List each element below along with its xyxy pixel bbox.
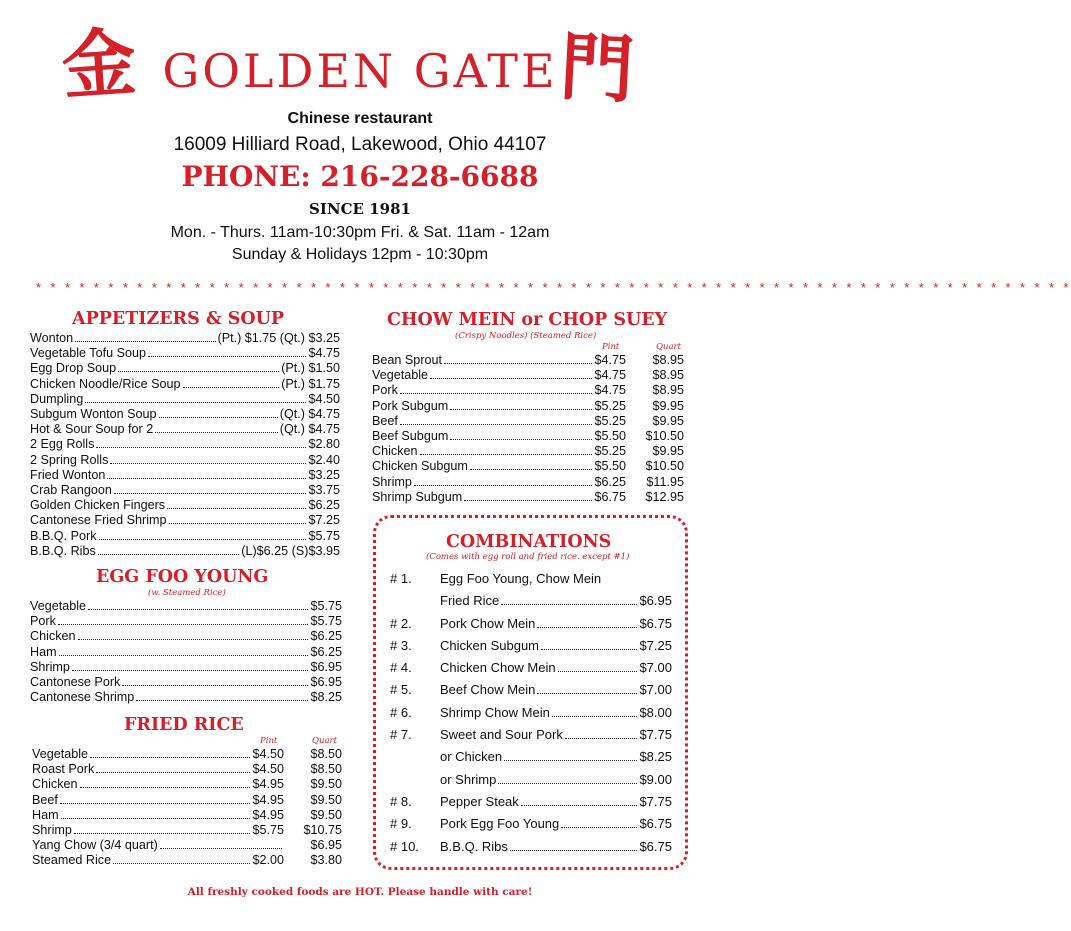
item-price: (Qt.) $4.75 bbox=[279, 422, 340, 437]
appetizer-item bbox=[30, 498, 340, 513]
item-name: Cantonese Pork bbox=[30, 675, 121, 690]
pint-price: $5.25 bbox=[594, 398, 626, 413]
fried-rice-item bbox=[32, 808, 342, 823]
combo-name: Egg Foo Young, Chow Mein bbox=[440, 571, 602, 586]
item-name: Shrimp bbox=[32, 823, 72, 838]
fried-rice-item bbox=[32, 853, 342, 868]
combination-item bbox=[390, 568, 672, 590]
dot-leader bbox=[444, 363, 592, 364]
fried-rice-item bbox=[32, 838, 342, 853]
dot-leader bbox=[122, 685, 308, 686]
chow-mein-quart-header: Quart bbox=[656, 342, 681, 352]
item-name: Bean Sprout bbox=[372, 353, 443, 367]
combo-number: # 10. bbox=[390, 838, 419, 854]
dot-leader bbox=[99, 539, 307, 540]
item-price: $5.75 bbox=[310, 614, 342, 629]
item-name: Dumpling bbox=[30, 391, 84, 406]
item-price: (Qt.) $4.75 bbox=[279, 407, 340, 422]
appetizer-item bbox=[30, 513, 340, 528]
appetizer-item bbox=[30, 544, 340, 559]
dot-leader bbox=[96, 772, 250, 773]
dot-leader bbox=[118, 371, 279, 372]
combinations-list bbox=[390, 568, 672, 858]
fried-rice-item bbox=[32, 823, 342, 838]
appetizer-item bbox=[30, 483, 340, 498]
egg-foo-young-item bbox=[30, 645, 342, 660]
egg-foo-young-heading: EGG FOO YOUNG bbox=[96, 567, 269, 587]
dot-leader bbox=[160, 848, 282, 849]
chow-mein-item bbox=[372, 444, 684, 459]
quart-price: $10.50 bbox=[645, 429, 684, 444]
item-name: Chicken Subgum bbox=[372, 459, 468, 474]
dot-leader bbox=[400, 393, 593, 394]
dot-leader bbox=[430, 378, 592, 379]
quart-price: $8.50 bbox=[310, 762, 342, 777]
chow-mein-item bbox=[372, 353, 684, 368]
dot-leader bbox=[537, 627, 637, 628]
item-price: (Pt.) $1.50 bbox=[281, 361, 340, 376]
item-name: Ham bbox=[32, 807, 59, 822]
item-name: B.B.Q. Ribs bbox=[30, 543, 96, 558]
combo-number: # 8. bbox=[390, 793, 412, 809]
fried-rice-item bbox=[32, 777, 342, 792]
quart-price: $8.95 bbox=[652, 383, 684, 398]
item-price: (Pt.) $1.75 (Qt.) $3.25 bbox=[217, 331, 340, 345]
combo-price: $9.00 bbox=[639, 771, 672, 787]
item-price: $6.25 bbox=[308, 498, 340, 513]
combo-name: Pepper Steak bbox=[440, 793, 519, 809]
chow-mein-item bbox=[372, 490, 684, 505]
combination-item bbox=[390, 746, 672, 768]
combo-name: Shrimp Chow Mein bbox=[440, 704, 550, 720]
quart-price: $9.95 bbox=[652, 413, 684, 428]
dot-leader bbox=[537, 693, 637, 694]
item-price: (Pt.) $1.75 bbox=[281, 376, 340, 391]
combo-price: $7.00 bbox=[639, 682, 672, 698]
item-name: Cantonese Shrimp bbox=[30, 690, 135, 705]
item-price: $2.40 bbox=[308, 452, 340, 467]
item-name: Shrimp bbox=[30, 659, 70, 674]
appetizer-item bbox=[30, 346, 340, 361]
hours-weekday: Mon. - Thurs. 11am-10:30pm Fri. & Sat. 11am - 12am bbox=[170, 224, 550, 241]
combo-price: $7.00 bbox=[639, 660, 672, 676]
dot-leader bbox=[450, 439, 592, 440]
combo-number: # 4. bbox=[390, 660, 412, 676]
dot-leader bbox=[78, 639, 309, 640]
combo-name: Chicken Chow Mein bbox=[440, 660, 556, 676]
item-name: Beef bbox=[372, 413, 398, 428]
dot-leader bbox=[498, 783, 637, 784]
item-price: $5.75 bbox=[310, 599, 342, 613]
restaurant-phone: PHONE: 216-228-6688 bbox=[181, 160, 539, 193]
item-name: Yang Chow (3/4 quart) bbox=[32, 838, 158, 853]
quart-price: $8.95 bbox=[652, 368, 684, 383]
combo-price: $8.00 bbox=[639, 704, 672, 720]
dot-leader bbox=[565, 738, 638, 739]
dot-leader bbox=[113, 863, 250, 864]
item-price: $6.95 bbox=[310, 675, 342, 690]
combo-number: # 1. bbox=[390, 571, 412, 586]
appetizer-item bbox=[30, 392, 340, 407]
quart-price: $3.80 bbox=[310, 853, 342, 868]
appetizer-item bbox=[30, 437, 340, 452]
item-name: Vegetable bbox=[32, 747, 89, 761]
gate-character: 門 bbox=[557, 24, 637, 114]
chow-mein-item bbox=[372, 429, 684, 444]
appetizer-item bbox=[30, 331, 340, 346]
pint-price: $2.00 bbox=[252, 853, 284, 868]
dot-leader bbox=[420, 454, 593, 455]
item-name: Cantonese Fried Shrimp bbox=[30, 513, 167, 528]
item-name: Roast Pork bbox=[32, 762, 95, 777]
appetizers-heading: APPETIZERS & SOUP bbox=[72, 309, 285, 329]
chow-mein-item bbox=[372, 399, 684, 414]
chow-mein-item bbox=[372, 383, 684, 398]
dot-leader bbox=[74, 833, 251, 834]
combo-number: # 5. bbox=[390, 682, 412, 698]
fried-rice-item bbox=[32, 747, 342, 762]
hours-sunday: Sunday & Holidays 12pm - 10:30pm bbox=[231, 246, 489, 263]
fried-rice-quart-header: Quart bbox=[312, 736, 337, 746]
combo-price: $6.75 bbox=[639, 816, 672, 832]
dot-leader bbox=[155, 432, 278, 433]
combination-item bbox=[390, 679, 672, 701]
combo-name: Sweet and Sour Pork bbox=[440, 727, 563, 743]
dot-leader bbox=[183, 387, 280, 388]
combo-name: Fried Rice bbox=[440, 593, 500, 609]
pint-price: $5.50 bbox=[594, 429, 626, 444]
quart-price: $9.95 bbox=[652, 444, 684, 459]
dot-leader bbox=[450, 409, 592, 410]
item-name: Pork bbox=[372, 383, 398, 398]
restaurant-subtitle: Chinese restaurant bbox=[287, 110, 433, 127]
combo-price: $6.75 bbox=[639, 838, 672, 854]
pint-price: $5.50 bbox=[594, 459, 626, 474]
dot-leader bbox=[561, 827, 637, 828]
egg-foo-young-item bbox=[30, 660, 342, 675]
appetizer-item bbox=[30, 361, 340, 376]
item-name: Vegetable Tofu Soup bbox=[30, 346, 147, 361]
appetizer-item bbox=[30, 407, 340, 422]
item-name: Chicken bbox=[372, 444, 418, 459]
dot-leader bbox=[88, 609, 308, 610]
dot-leader bbox=[136, 700, 308, 701]
egg-foo-young-item bbox=[30, 599, 342, 614]
item-price: $3.75 bbox=[308, 483, 340, 498]
chow-mein-item bbox=[372, 368, 684, 383]
fried-rice-heading: FRIED RICE bbox=[124, 715, 244, 735]
restaurant-address: 16009 Hilliard Road, Lakewood, Ohio 44107 bbox=[173, 134, 547, 155]
dot-leader bbox=[521, 805, 638, 806]
star-divider: * * * * * * * * * * * * * * * * * * * * * * * * * * * * * * * * * * * * * * * * * * * * * * * * * * * * * * * * * * * * * * * * * * * * * * * * bbox=[36, 280, 1071, 295]
dot-leader bbox=[98, 554, 239, 555]
item-price: $4.75 bbox=[308, 346, 340, 361]
item-name: Crab Rangoon bbox=[30, 483, 112, 498]
dot-leader bbox=[110, 463, 306, 464]
dot-leader bbox=[504, 760, 637, 761]
appetizer-item bbox=[30, 468, 340, 483]
combo-number: # 3. bbox=[390, 637, 412, 653]
dot-leader bbox=[541, 649, 637, 650]
chow-mein-list bbox=[372, 353, 684, 505]
appetizers-list bbox=[30, 331, 340, 559]
item-name: Chicken Noodle/Rice Soup bbox=[30, 376, 181, 391]
dot-leader bbox=[58, 624, 309, 625]
combo-number: # 9. bbox=[390, 816, 412, 832]
combo-price: $8.25 bbox=[639, 749, 672, 765]
fried-rice-pint-header: Pint bbox=[260, 736, 278, 746]
quart-price: $9.50 bbox=[310, 792, 342, 807]
item-name: Egg Drop Soup bbox=[30, 361, 117, 376]
quart-price: $9.95 bbox=[652, 398, 684, 413]
combo-number: # 2. bbox=[390, 615, 412, 631]
pint-price: $4.75 bbox=[594, 353, 626, 367]
pint-price: $5.25 bbox=[594, 413, 626, 428]
restaurant-name: GOLDEN GATE bbox=[162, 44, 558, 98]
dot-leader bbox=[510, 850, 638, 851]
pint-price: $5.25 bbox=[594, 444, 626, 459]
fried-rice-item bbox=[32, 762, 342, 777]
pint-price: $5.75 bbox=[252, 823, 284, 838]
pint-price: $4.50 bbox=[252, 747, 284, 761]
dot-leader bbox=[414, 485, 593, 486]
item-name: Pork bbox=[30, 614, 56, 629]
pint-price: $4.75 bbox=[594, 383, 626, 398]
dot-leader bbox=[167, 508, 306, 509]
pint-price: $4.95 bbox=[252, 792, 284, 807]
footer-notice: All freshly cooked foods are HOT. Please handle with care! bbox=[187, 886, 533, 898]
appetizer-item bbox=[30, 453, 340, 468]
combo-number: # 7. bbox=[390, 727, 412, 743]
fried-rice-list bbox=[32, 747, 342, 869]
combination-item bbox=[390, 791, 672, 813]
dot-leader bbox=[148, 356, 306, 357]
quart-price: $11.95 bbox=[646, 474, 684, 489]
dot-leader bbox=[96, 447, 306, 448]
item-name: Golden Chicken Fingers bbox=[30, 498, 166, 513]
quart-price: $10.75 bbox=[303, 823, 342, 838]
egg-foo-young-note: (w. Steamed Rice) bbox=[148, 588, 226, 598]
combo-price: $7.75 bbox=[639, 793, 672, 809]
pint-price: $4.95 bbox=[252, 777, 284, 792]
combination-item bbox=[390, 836, 672, 858]
golden-character: 金 bbox=[59, 19, 139, 111]
item-name: Wonton bbox=[30, 331, 74, 345]
dot-leader bbox=[558, 671, 638, 672]
combination-item bbox=[390, 590, 672, 612]
combination-item bbox=[390, 813, 672, 835]
dot-leader bbox=[470, 469, 593, 470]
dot-leader bbox=[159, 417, 278, 418]
item-price: (L)$6.25 (S)$3.95 bbox=[241, 543, 340, 558]
combo-price: $6.75 bbox=[639, 615, 672, 631]
item-name: Pork Subgum bbox=[372, 398, 449, 413]
dot-leader bbox=[552, 716, 638, 717]
item-name: Ham bbox=[30, 644, 57, 659]
chow-mein-pint-header: Pint bbox=[602, 342, 620, 352]
chow-mein-heading: CHOW MEIN or CHOP SUEY bbox=[387, 310, 668, 330]
item-name: Beef bbox=[32, 792, 58, 807]
dot-leader bbox=[59, 655, 309, 656]
combinations-heading: COMBINATIONS bbox=[446, 532, 612, 552]
combo-name: Pork Chow Mein bbox=[440, 615, 536, 631]
pint-price: $4.95 bbox=[252, 807, 284, 822]
item-name: Beef Subgum bbox=[372, 429, 449, 444]
item-name: Vegetable bbox=[30, 599, 87, 613]
item-price: $3.25 bbox=[308, 467, 340, 482]
combination-item bbox=[390, 657, 672, 679]
combo-name: Pork Egg Foo Young bbox=[440, 816, 560, 832]
chow-mein-item bbox=[372, 475, 684, 490]
pint-price: $6.75 bbox=[594, 489, 626, 504]
dot-leader bbox=[400, 424, 593, 425]
item-name: Steamed Rice bbox=[32, 853, 112, 868]
dot-leader bbox=[72, 670, 309, 671]
appetizer-item bbox=[30, 377, 340, 392]
dot-leader bbox=[464, 500, 592, 501]
combo-name: Chicken Subgum bbox=[440, 637, 539, 653]
egg-foo-young-item bbox=[30, 675, 342, 690]
quart-price: $10.50 bbox=[645, 459, 684, 474]
item-name: 2 Egg Rolls bbox=[30, 437, 95, 452]
item-price: $6.95 bbox=[310, 659, 342, 674]
dot-leader bbox=[501, 604, 637, 605]
dot-leader bbox=[90, 757, 250, 758]
combination-item bbox=[390, 702, 672, 724]
item-price: $6.25 bbox=[310, 644, 342, 659]
item-name: Vegetable bbox=[372, 368, 429, 383]
egg-foo-young-item bbox=[30, 690, 342, 705]
item-name: Subgum Wonton Soup bbox=[30, 407, 157, 422]
item-name: B.B.Q. Pork bbox=[30, 528, 97, 543]
item-price: $2.80 bbox=[308, 437, 340, 452]
combo-name: or Chicken bbox=[440, 749, 503, 765]
quart-price: $9.50 bbox=[310, 777, 342, 792]
established-year: SINCE 1981 bbox=[309, 200, 411, 218]
combo-price: $6.95 bbox=[639, 593, 672, 609]
dot-leader bbox=[61, 818, 251, 819]
egg-foo-young-item bbox=[30, 614, 342, 629]
item-price: $4.50 bbox=[308, 391, 340, 406]
item-name: Chicken bbox=[32, 777, 78, 792]
item-name: Hot & Sour Soup for 2 bbox=[30, 422, 154, 437]
quart-price: $8.95 bbox=[652, 353, 684, 367]
combo-name: B.B.Q. Ribs bbox=[440, 838, 508, 854]
combinations-note: (Comes with egg roll and fried rice. except #1) bbox=[426, 552, 630, 562]
quart-price: $9.50 bbox=[310, 807, 342, 822]
pint-price: $4.75 bbox=[594, 368, 626, 383]
dot-leader bbox=[114, 493, 307, 494]
quart-price: $6.95 bbox=[310, 838, 342, 853]
item-price: $8.25 bbox=[310, 690, 342, 705]
chow-mein-item bbox=[372, 459, 684, 474]
item-name: Chicken bbox=[30, 629, 76, 644]
dot-leader bbox=[75, 341, 215, 342]
combination-item bbox=[390, 613, 672, 635]
dot-leader bbox=[169, 523, 307, 524]
quart-price: $12.95 bbox=[645, 489, 684, 504]
item-price: $6.25 bbox=[310, 629, 342, 644]
combination-item bbox=[390, 635, 672, 657]
combo-price: $7.75 bbox=[639, 727, 672, 743]
pint-price: $4.50 bbox=[252, 762, 284, 777]
combo-price: $7.25 bbox=[639, 637, 672, 653]
quart-price: $8.50 bbox=[310, 747, 342, 761]
combo-number: # 6. bbox=[390, 704, 412, 720]
combo-name: or Shrimp bbox=[440, 771, 497, 787]
chow-mein-item bbox=[372, 414, 684, 429]
combo-name: Beef Chow Mein bbox=[440, 682, 536, 698]
combination-item bbox=[390, 724, 672, 746]
item-name: Shrimp bbox=[372, 474, 412, 489]
item-name: Fried Wonton bbox=[30, 467, 106, 482]
dot-leader bbox=[80, 787, 251, 788]
item-price: $5.75 bbox=[308, 528, 340, 543]
chow-mein-note: (Crispy Noodles) (Steamed Rice) bbox=[455, 331, 597, 341]
combination-item bbox=[390, 769, 672, 791]
egg-foo-young-list bbox=[30, 599, 342, 705]
appetizer-item bbox=[30, 529, 340, 544]
dot-leader bbox=[85, 402, 306, 403]
fried-rice-item bbox=[32, 793, 342, 808]
item-name: Shrimp Subgum bbox=[372, 489, 463, 504]
pint-price: $6.25 bbox=[594, 474, 626, 489]
dot-leader bbox=[107, 478, 306, 479]
egg-foo-young-item bbox=[30, 629, 342, 644]
dot-leader bbox=[60, 803, 251, 804]
appetizer-item bbox=[30, 422, 340, 437]
item-price: $7.25 bbox=[308, 513, 340, 528]
item-name: 2 Spring Rolls bbox=[30, 452, 109, 467]
